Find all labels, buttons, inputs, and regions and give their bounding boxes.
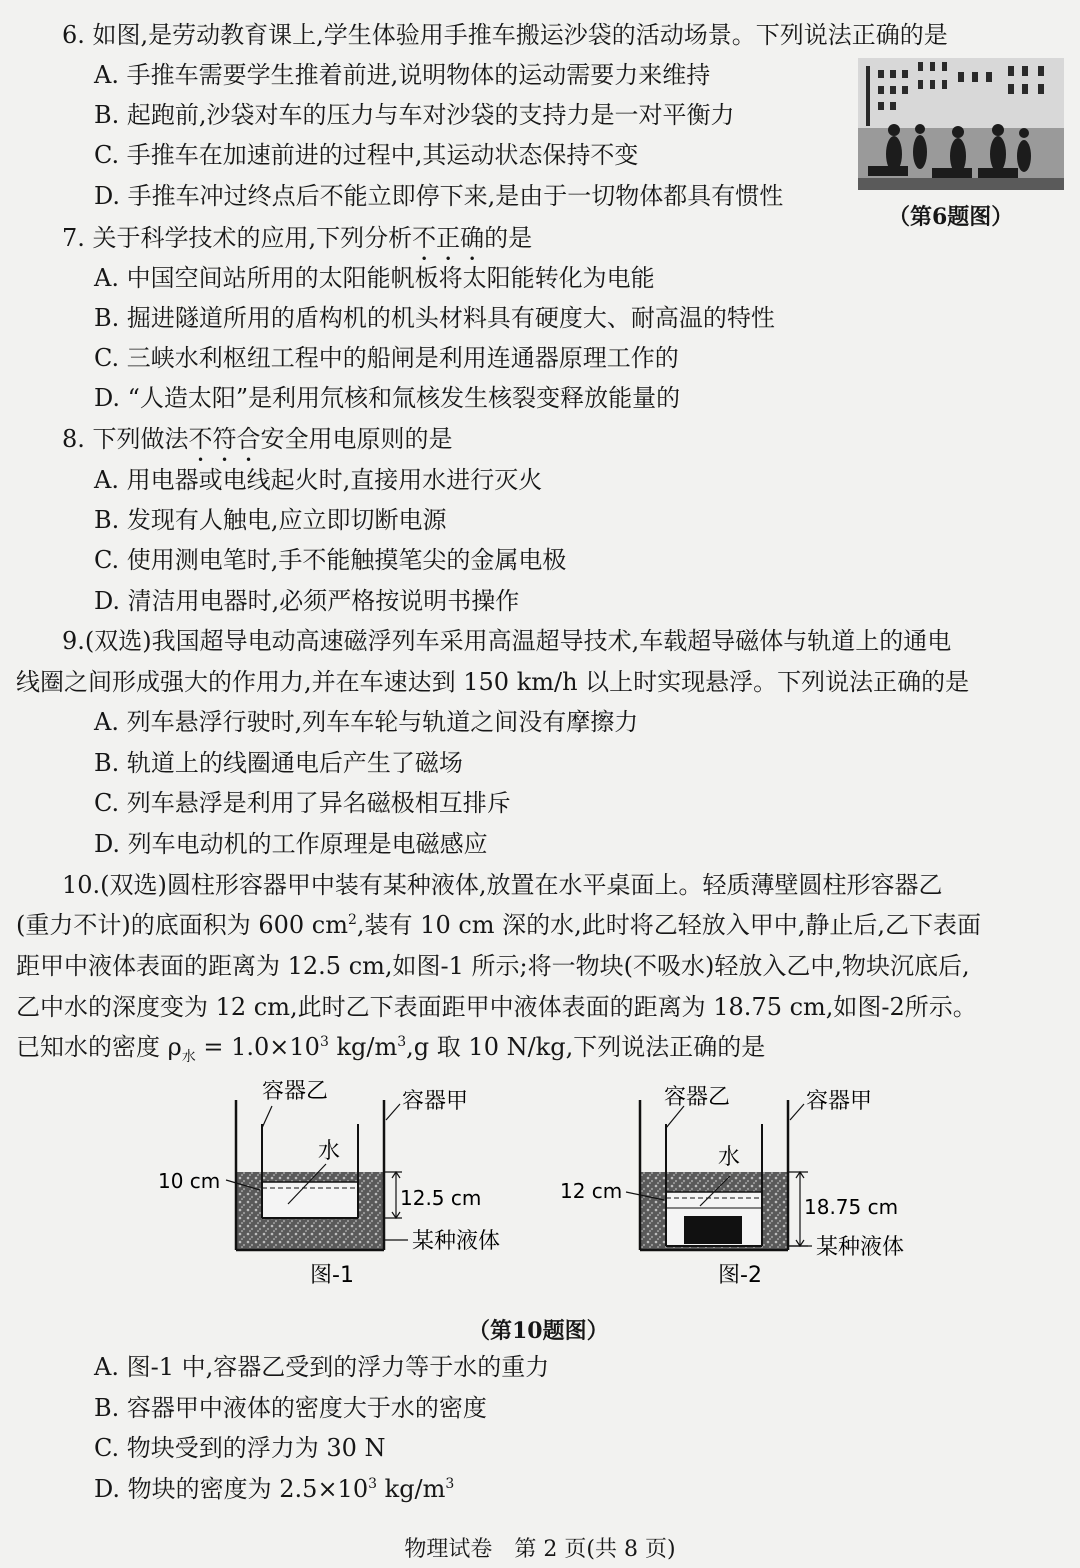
q9-option-a: A. 列车悬浮行驶时,列车车轮与轨道之间没有摩擦力 — [94, 708, 639, 736]
label-depth: 10 cm — [158, 1169, 221, 1193]
q9-option-c: C. 列车悬浮是利用了异名磁极相互排斥 — [94, 789, 511, 817]
q10-stem-line5-d: ,g 取 10 N/kg,下列说法正确的是 — [406, 1033, 766, 1061]
q8-stem-after: 安全用电原则的是 — [260, 425, 453, 453]
q7-stem-before: 7. 关于科学技术的应用,下列分析 — [62, 224, 413, 252]
q10-stem-line1: 10.(双选)圆柱形容器甲中装有某种液体,放置在水平桌面上。轻质薄壁圆柱形容器乙 — [62, 871, 943, 899]
q6-option-d: D. 手推车冲过终点后不能立即停下来,是由于一切物体都具有惯性 — [94, 182, 784, 210]
superscript-3: 3 — [319, 1034, 329, 1050]
q10-option-c: C. 物块受到的浮力为 30 N — [94, 1434, 386, 1462]
q10-option-a: A. 图-1 中,容器乙受到的浮力等于水的重力 — [94, 1353, 550, 1381]
q7-option-c: C. 三峡水利枢纽工程中的船闸是利用连通器原理工作的 — [94, 344, 679, 372]
superscript-3: 3 — [368, 1476, 378, 1492]
q6-option-a: A. 手推车需要学生推着前进,说明物体的运动需要力来维持 — [94, 61, 711, 89]
q6-photo — [858, 58, 1064, 190]
superscript-2: 2 — [348, 912, 357, 928]
q10-stem-line2 — [16, 910, 981, 940]
q10-option-d-a: D. 物块的密度为 2.5×10 — [94, 1475, 369, 1503]
container-a-pointer-line — [790, 1104, 804, 1120]
q6-stem: 6. 如图,是劳动教育课上,学生体验用手推车搬运沙袋的活动场景。下列说法正确的是 — [62, 21, 948, 49]
figure-1-caption: 图-1 — [310, 1263, 354, 1288]
q10-stem-line4: 乙中水的深度变为 12 cm,此时乙下表面距甲中液体表面的距离为 18.75 cm,如图-2所示。 — [16, 993, 977, 1021]
q10-figure-2 — [550, 1080, 950, 1290]
label-depth: 12 cm — [560, 1179, 623, 1203]
q10-stem-line5-c: kg/m — [328, 1033, 398, 1061]
q7-stem-emphasis: 不正确 — [412, 224, 485, 252]
q6-option-b: B. 起跑前,沙袋对车的压力与车对沙袋的支持力是一对平衡力 — [94, 101, 735, 129]
label-water: 水 — [718, 1145, 741, 1170]
superscript-3: 3 — [445, 1476, 455, 1492]
q10-option-b: B. 容器甲中液体的密度大于水的密度 — [94, 1394, 487, 1422]
q10-stem-line2-b: ,装有 10 cm 深的水,此时将乙轻放入甲中,静止后,乙下表面 — [356, 911, 982, 939]
superscript-3: 3 — [397, 1034, 407, 1050]
q9-stem-line1: 9.(双选)我国超导电动高速磁浮列车采用高温超导技术,车载超导磁体与轨道上的通电 — [62, 627, 952, 655]
q8-stem-emphasis: 不符合 — [188, 425, 261, 453]
label-container-b: 容器乙 — [262, 1080, 329, 1104]
q9-stem-line2: 线圈之间形成强大的作用力,并在车速达到 150 km/h 以上时实现悬浮。下列说法正确的是 — [16, 668, 970, 696]
q9-option-d: D. 列车电动机的工作原理是电磁感应 — [94, 830, 488, 858]
q7-option-d: D. “人造太阳”是利用氘核和氚核发生核裂变释放能量的 — [94, 384, 681, 412]
q8-option-a: A. 用电器或电线起火时,直接用水进行灭火 — [94, 466, 543, 494]
q8-option-d: D. 清洁用电器时,必须严格按说明书操作 — [94, 587, 520, 615]
container-b-pointer-line — [262, 1106, 272, 1128]
q10-stem-line5-b: = 1.0×10 — [195, 1033, 320, 1061]
q10-option-d-b: kg/m — [377, 1475, 446, 1503]
water-body — [262, 1182, 358, 1218]
q6-option-c: C. 手推车在加速前进的过程中,其运动状态保持不变 — [94, 141, 639, 169]
q8-stem-before: 8. 下列做法 — [62, 425, 189, 453]
label-water: 水 — [318, 1139, 341, 1164]
q7-stem — [62, 223, 532, 266]
q10-stem-line2-a: (重力不计)的底面积为 600 cm — [16, 911, 348, 939]
q10-figure-1 — [150, 1080, 530, 1290]
sunken-block — [684, 1216, 742, 1244]
q10-option-d — [94, 1474, 454, 1504]
q10-stem-line5 — [16, 1032, 766, 1065]
q8-option-b: B. 发现有人触电,应立即切断电源 — [94, 506, 447, 534]
label-liquid: 某种液体 — [816, 1235, 905, 1260]
q8-option-c: C. 使用测电笔时,手不能触摸笔尖的金属电极 — [94, 546, 567, 574]
q8-stem — [62, 424, 453, 467]
q7-option-b: B. 掘进隧道所用的盾构机的机头材料具有硬度大、耐高温的特性 — [94, 304, 775, 332]
label-container-a: 容器甲 — [806, 1089, 873, 1114]
q10-figure-caption: （第10题图） — [468, 1318, 609, 1344]
page-footer: 物理试卷 第 2 页(共 8 页) — [404, 1537, 676, 1562]
label-container-b: 容器乙 — [664, 1085, 731, 1110]
q7-stem-after: 的是 — [484, 224, 533, 252]
label-container-a: 容器甲 — [402, 1089, 469, 1114]
q7-option-a: A. 中国空间站所用的太阳能帆板将太阳能转化为电能 — [94, 264, 655, 292]
label-liquid: 某种液体 — [412, 1229, 501, 1254]
q6-figure-caption: （第6题图） — [888, 204, 1014, 230]
subscript-water: 水 — [181, 1048, 196, 1065]
q10-stem-line5-a: 已知水的密度 ρ — [16, 1033, 182, 1061]
figure-2-caption: 图-2 — [718, 1263, 762, 1288]
label-distance: 18.75 cm — [804, 1195, 899, 1219]
q10-stem-line3: 距甲中液体表面的距离为 12.5 cm,如图-1 所示;将一物块(不吸水)轻放入乙中,物块沉底后, — [16, 952, 970, 980]
q9-option-b: B. 轨道上的线圈通电后产生了磁场 — [94, 749, 463, 777]
container-a-pointer-line — [386, 1104, 400, 1120]
label-distance: 12.5 cm — [400, 1186, 482, 1210]
